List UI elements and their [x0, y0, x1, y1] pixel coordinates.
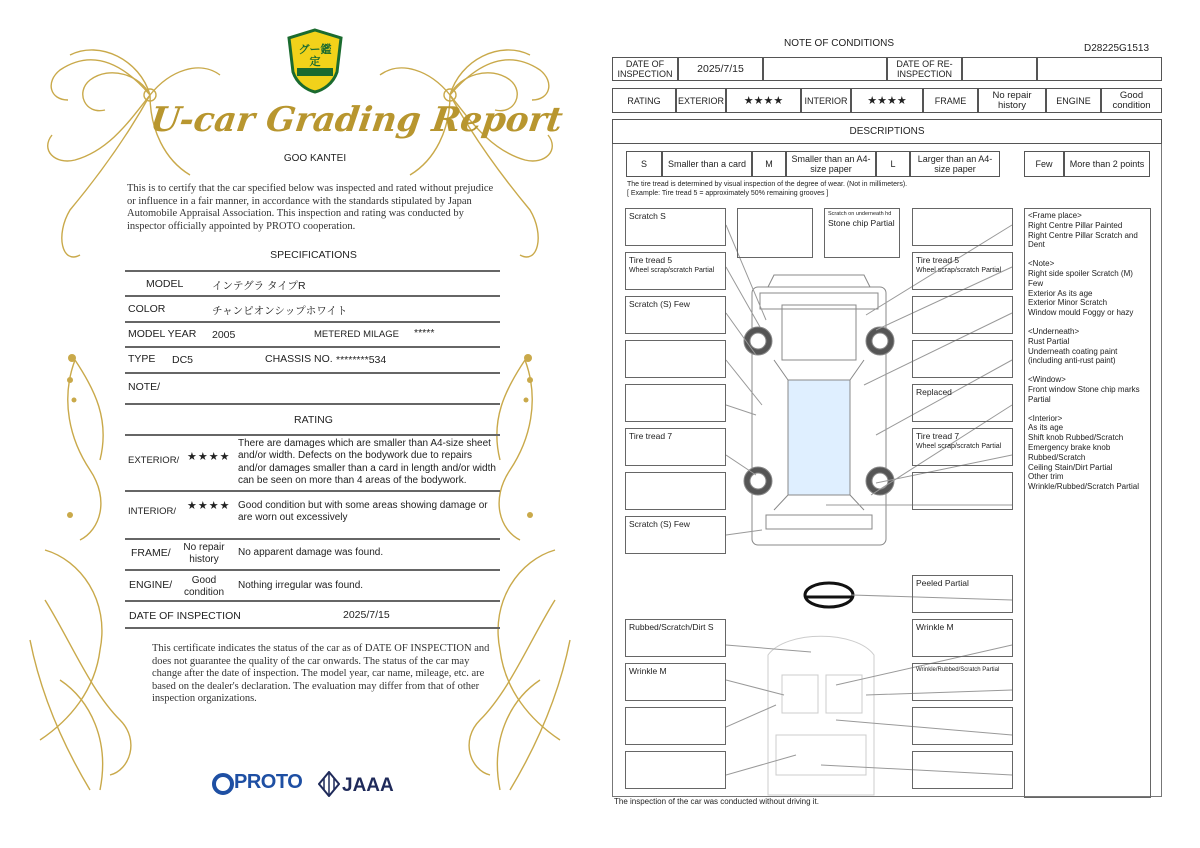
blank-cell: [763, 57, 887, 81]
descriptions-heading: DESCRIPTIONS: [612, 119, 1162, 144]
frame-value: No repair history: [183, 542, 225, 565]
damage-box-left-2: [625, 252, 726, 290]
desc-group-head: <Window>: [1028, 375, 1066, 385]
exterior-stars-cell: ★★★★: [726, 88, 801, 113]
interior-box-title: Rubbed/Scratch/Dirt S: [629, 622, 714, 632]
goo-kantei-badge: [287, 28, 343, 94]
chassis-value: ********534: [336, 354, 387, 366]
interior-box-right-5: [912, 751, 1013, 789]
exterior-label-cell: EXTERIOR: [676, 88, 726, 113]
certificate-title: U-car Grading Report: [147, 100, 566, 140]
interior-box-right-4: [912, 707, 1013, 745]
desc-group-head: <Frame place>: [1028, 211, 1082, 220]
legend-s-text: Smaller than a card: [662, 151, 752, 177]
interior-box-left-2: [625, 663, 726, 701]
reinspection-label-cell: DATE OF RE-INSPECTION: [887, 57, 962, 81]
desc-line: Wrinkle/Rubbed/Scratch Partial: [1028, 482, 1140, 492]
engine-label: ENGINE/: [129, 579, 173, 591]
interior-box-title: Wrinkle/Rubbed/Scratch Partial: [916, 667, 1000, 673]
damage-box-sub: Wheel scrap/scratch Partial: [916, 443, 1002, 450]
interior-box-right-1: [912, 575, 1013, 613]
interior-box-title: Wrinkle M: [629, 666, 667, 676]
date-value-cell: 2025/7/15: [678, 57, 763, 81]
divider: [125, 569, 500, 571]
interior-box-right-3: [912, 663, 1013, 701]
damage-box-left-1: [625, 208, 726, 246]
frame-label: FRAME/: [131, 547, 171, 559]
damage-box-sub: Scratch on underneath hd: [828, 211, 892, 217]
desc-line: Other trim: [1028, 472, 1064, 482]
desc-group-frame: [1028, 211, 1147, 250]
damage-box-right-4: [912, 340, 1013, 378]
divider: [125, 346, 500, 348]
desc-line: Ceiling Stain/Dirt Partial: [1028, 462, 1113, 472]
desc-line: Emergency brake knob Rubbed/Scratch: [1028, 442, 1111, 462]
engine-label-cell: ENGINE: [1046, 88, 1101, 113]
desc-line: Shift knob Rubbed/Scratch: [1028, 433, 1124, 443]
divider: [125, 600, 500, 602]
damage-box-right-5: [912, 384, 1013, 422]
legend-m: M: [752, 151, 786, 177]
damage-box-sub: Wheel scrap/scratch Partial: [916, 267, 1002, 274]
desc-line: Exterior Minor Scratch: [1028, 298, 1108, 308]
divider: [125, 321, 500, 323]
desc-group-interior: [1028, 414, 1147, 492]
type-value: DC5: [172, 354, 194, 366]
frame-value-cell: No repair history: [978, 88, 1046, 113]
rating-label-cell: RATING: [612, 88, 676, 113]
damage-box-right-2: [912, 252, 1013, 290]
note-title: NOTE OF CONDITIONS: [784, 38, 894, 49]
desc-group-note: [1028, 259, 1147, 318]
interior-box-left-3: [625, 707, 726, 745]
desc-line: Underneath coating paint (including anti-rust paint): [1028, 346, 1118, 366]
damage-box-left-6: [625, 428, 726, 466]
color-value: チャンピオンシップホワイト: [212, 305, 348, 317]
exterior-label: EXTERIOR/: [128, 455, 180, 466]
document-id: D28225G1513: [1084, 43, 1150, 54]
frame-label-cell: FRAME: [923, 88, 978, 113]
damage-box-title: Scratch (S) Few: [629, 299, 690, 309]
damage-box-title: Scratch (S) Few: [629, 519, 690, 529]
desc-group-window: [1028, 375, 1147, 404]
description-list: [1024, 208, 1151, 798]
tire-tread-note: [627, 180, 1007, 198]
desc-line: Right side spoiler Scratch (M) Few: [1028, 268, 1133, 288]
blank-cell: [1037, 57, 1162, 81]
desc-group-underneath: [1028, 327, 1147, 366]
damage-box-title: Replaced: [916, 387, 952, 397]
damage-box-sub: Wheel scrap/scratch Partial: [629, 267, 715, 274]
damage-box-top-mid: [824, 208, 900, 258]
divider: [125, 270, 500, 272]
engine-value: Good condition: [183, 575, 225, 598]
proto-logo: PROTO: [234, 771, 303, 793]
desc-line: As its age: [1028, 423, 1064, 433]
reinspection-value-cell: [962, 57, 1037, 81]
engine-description: Nothing irregular was found.: [238, 580, 364, 591]
date-of-inspection-label: DATE OF INSPECTION: [129, 610, 241, 622]
damage-box-left-4: [625, 340, 726, 378]
type-label: TYPE: [128, 353, 156, 365]
tire-tread-note-example: [ Example: Tire tread 5 = approximately 50% remaining grooves ]: [627, 190, 829, 197]
damage-box-left-8: [625, 516, 726, 554]
damage-box-top-left: [737, 208, 813, 258]
desc-group-head: <Interior>: [1028, 413, 1063, 423]
interior-box-left-4: [625, 751, 726, 789]
note-of-conditions: [604, 0, 1200, 848]
desc-line: Front window Stone chip marks Partial: [1028, 384, 1140, 404]
divider: [125, 538, 500, 540]
damage-box-right-7: [912, 472, 1013, 510]
model-value: インテグラ タイプR: [212, 280, 306, 292]
divider: [125, 434, 500, 436]
rating-heading: RATING: [294, 414, 333, 426]
exterior-stars: ★★★★: [187, 451, 231, 463]
color-label: COLOR: [128, 303, 166, 315]
interior-box-title: Peeled Partial: [916, 578, 969, 588]
specifications-heading: SPECIFICATIONS: [270, 249, 357, 261]
divider: [125, 372, 500, 374]
jaaa-logo-icon: [318, 771, 340, 797]
damage-box-title: Tire tread 7: [916, 431, 960, 441]
divider: [125, 490, 500, 492]
model-label: MODEL: [146, 278, 184, 290]
mileage-value: *****: [414, 327, 435, 339]
interior-box-title: Wrinkle M: [916, 622, 954, 632]
desc-group-head: <Underneath>: [1028, 326, 1080, 336]
model-year-label: MODEL YEAR: [128, 328, 197, 340]
legend-few-text: More than 2 points: [1064, 151, 1150, 177]
damage-box-right-3: [912, 296, 1013, 334]
damage-box-title: Tire tread 5: [629, 255, 673, 265]
desc-group-head: <Note>: [1028, 259, 1055, 269]
date-label-cell: DATE OF INSPECTION: [612, 57, 678, 81]
frame-description: No apparent damage was found.: [238, 547, 384, 558]
legend-l: L: [876, 151, 910, 177]
divider: [125, 403, 500, 405]
badge-text: グー鑑定: [298, 44, 332, 68]
desc-line: Rust Partial: [1028, 336, 1070, 346]
damage-box-title: Scratch S: [629, 211, 666, 221]
mileage-label: METERED MILAGE: [314, 329, 399, 340]
interior-box-right-2: [912, 619, 1013, 657]
damage-box-right-1: [912, 208, 1013, 246]
legend-s: S: [626, 151, 662, 177]
certificate-intro: This is to certify that the car specified below was inspected and rated without prejudice or influence in a fair manner, in accordance with the standards stipulated by Japan Automobile Appraisal Association. This inspection and rating was conducted by inspector officially appointed by PROTO cooperation.: [127, 183, 494, 232]
legend-few: Few: [1024, 151, 1064, 177]
damage-box-title: Tire tread 5: [916, 255, 960, 265]
note-footer: The inspection of the car was conducted without driving it.: [614, 797, 819, 806]
date-of-inspection-value: 2025/7/15: [343, 609, 390, 621]
interior-stars-cell: ★★★★: [851, 88, 923, 113]
engine-value-cell: Good condition: [1101, 88, 1162, 113]
divider: [125, 627, 500, 629]
damage-box-title: Stone chip Partial: [828, 218, 895, 228]
desc-line: Window mould Foggy or hazy: [1028, 308, 1134, 318]
tire-tread-note-line: The tire tread is determined by visual inspection of the degree of wear. (Not in millimeters).: [627, 181, 908, 188]
exterior-description: There are damages which are smaller than A4-size sheet and/or width. Defects on the bodywork due to repairs and/or damages smaller than a card in length and/or width can be seen on more than 4 areas of the bodywork.: [238, 438, 496, 486]
note-label: NOTE/: [128, 381, 161, 393]
damage-box-left-7: [625, 472, 726, 510]
desc-line: Exterior As its age: [1028, 288, 1093, 298]
desc-line: Right Centre Pillar Scratch and Dent: [1028, 230, 1138, 250]
jaaa-logo: JAAA: [342, 775, 394, 796]
model-year-value: 2005: [212, 329, 236, 341]
damage-box-left-3: [625, 296, 726, 334]
damage-box-left-5: [625, 384, 726, 422]
legend-m-text: Smaller than an A4-size paper: [786, 151, 876, 177]
chassis-label: CHASSIS NO.: [265, 353, 333, 365]
interior-box-left-1: [625, 619, 726, 657]
certificate-subtitle: GOO KANTEI: [283, 153, 347, 164]
proto-logo-icon: [212, 773, 234, 795]
interior-label-cell: INTERIOR: [801, 88, 851, 113]
interior-stars: ★★★★: [187, 500, 231, 512]
divider: [125, 295, 500, 297]
damage-box-title: Tire tread 7: [629, 431, 673, 441]
legend-l-text: Larger than an A4-size paper: [910, 151, 1000, 177]
interior-label: INTERIOR/: [128, 506, 177, 517]
certificate-footnote: This certificate indicates the status of the car as of DATE OF INSPECTION and does not guarantee the quality of the car onwards. The status of the car may change after the date of inspection. The model year, car name, mileage, etc. are based on the dealer's declaration. The evaluation may differ from that of other inspection organizations.: [152, 643, 490, 705]
desc-line: Right Centre Pillar Painted: [1028, 220, 1123, 230]
damage-box-right-6: [912, 428, 1013, 466]
interior-description: Good condition but with some areas showing damage or are worn out excessively: [238, 500, 488, 524]
